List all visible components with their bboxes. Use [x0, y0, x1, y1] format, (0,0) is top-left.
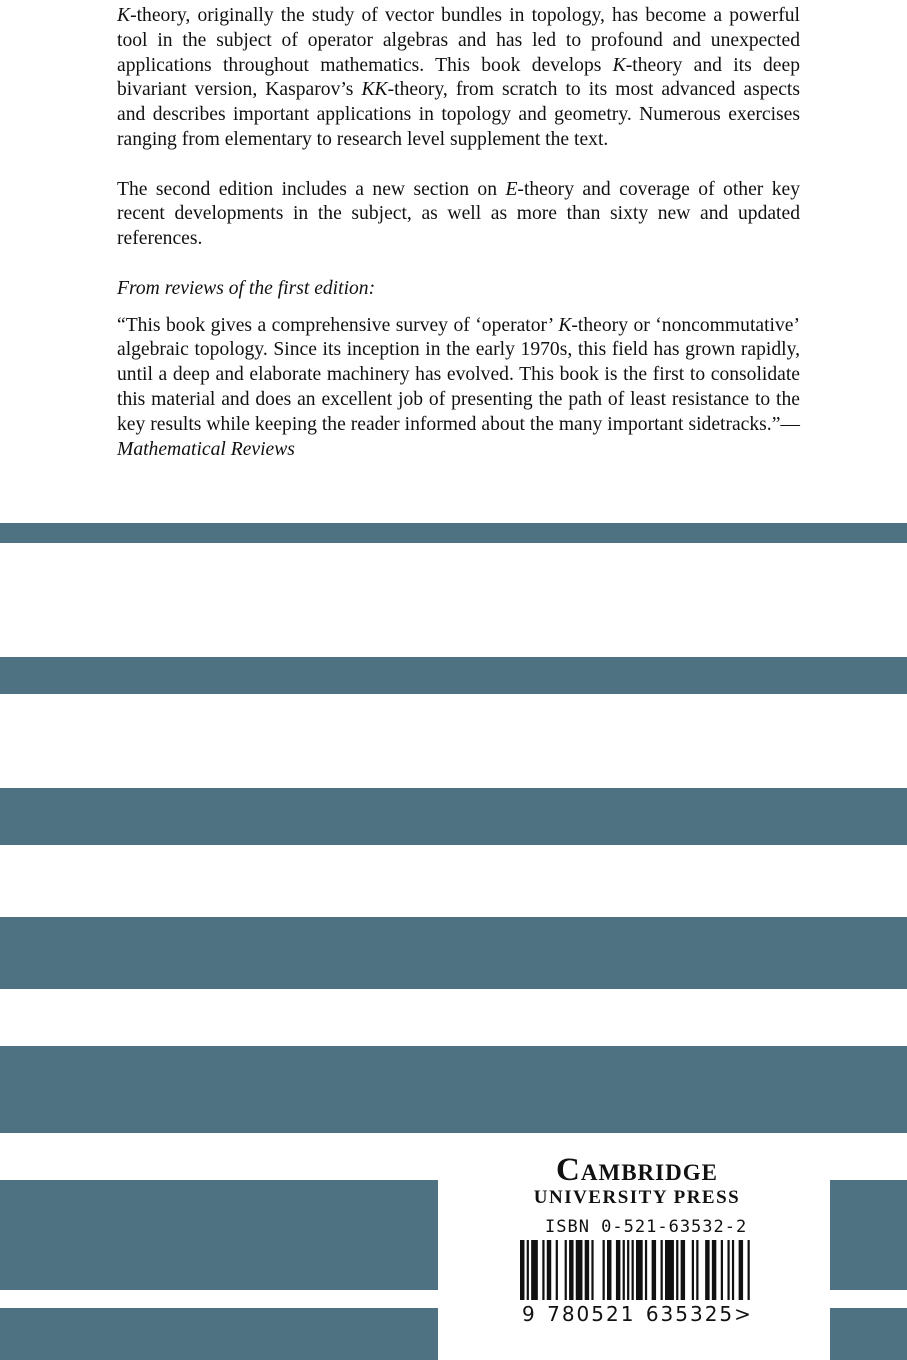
barcode-first-digit: 9 — [522, 1302, 535, 1326]
barcode-right-group: 635325 — [645, 1302, 735, 1326]
stripe-band-3 — [0, 788, 907, 845]
barcode-bar — [692, 1240, 694, 1300]
isbn-label: ISBN 0-521-63532-2 — [545, 1217, 748, 1237]
barcode-bar — [520, 1240, 524, 1300]
barcode-bar — [665, 1240, 674, 1300]
barcode-bar — [645, 1240, 647, 1300]
review-quote: “This book gives a comprehensive survey of ‘operator’ K-theory or ‘noncommutative’ algebraic topology. Since its inception in the early 1970s, this field has grown rapidly, until a deep and elaborate machinery has evolved. This book is the first to consolidate this material and does an excellent job of presenting the path of least resistance to the key results while keeping the reader informed about the many important sidetracks.”—Mathematical Reviews — [117, 314, 800, 460]
stripe-band-7-left — [0, 1308, 438, 1360]
barcode-bar — [721, 1240, 723, 1300]
barcode-bar — [727, 1240, 729, 1300]
barcode-bar — [547, 1240, 551, 1300]
barcode-bar — [676, 1240, 678, 1300]
barcode-bar — [632, 1240, 634, 1300]
stripe-band-2 — [0, 657, 907, 694]
stripe-band-4 — [0, 917, 907, 989]
stripe-band-6-right — [830, 1180, 907, 1290]
stripe-band-5 — [0, 1046, 907, 1133]
barcode-bar — [623, 1240, 625, 1300]
barcode-bar — [681, 1240, 685, 1300]
barcode-bar — [607, 1240, 611, 1300]
stripe-band-6-left — [0, 1180, 438, 1290]
barcode-bar — [527, 1240, 529, 1300]
barcode-bar — [603, 1240, 605, 1300]
barcode — [520, 1240, 752, 1300]
stripe-band-1 — [0, 523, 907, 543]
barcode-bar — [748, 1240, 750, 1300]
publisher-name: Cambridge — [556, 1152, 718, 1188]
barcode-bar — [569, 1240, 573, 1300]
barcode-bar — [712, 1240, 716, 1300]
description-paragraph-2: The second edition includes a new section on E-theory and coverage of other key recent developments in the subject, as well as more than sixty new and updated references. — [117, 178, 801, 250]
barcode-bar — [661, 1240, 663, 1300]
barcode-bar — [739, 1240, 743, 1300]
barcode-bar — [556, 1240, 558, 1300]
barcode-digits — [522, 1302, 751, 1326]
barcode-bar — [732, 1240, 734, 1300]
barcode-bar — [616, 1240, 620, 1300]
barcode-bar — [576, 1240, 583, 1300]
stripe-band-7-right — [830, 1308, 907, 1360]
barcode-bar — [565, 1240, 567, 1300]
barcode-bar — [627, 1240, 629, 1300]
barcode-bar — [636, 1240, 643, 1300]
barcode-left-group: 780521 — [547, 1302, 636, 1326]
barcode-bar — [696, 1240, 698, 1300]
barcode-marker: > — [734, 1302, 751, 1326]
barcode-bar — [705, 1240, 709, 1300]
publisher-subname: UNIVERSITY PRESS — [533, 1187, 741, 1208]
barcode-bar — [542, 1240, 544, 1300]
back-cover-text — [117, 4, 800, 462]
barcode-bar — [591, 1240, 593, 1300]
barcode-bar — [585, 1240, 589, 1300]
reviews-heading: From reviews of the first edition: — [117, 277, 376, 299]
barcode-bar — [652, 1240, 656, 1300]
description-paragraph-1: K-theory, originally the study of vector bundles in topology, has become a powerful tool in the subject of operator algebras and has led to profound and unexpected applications throughout mathematics. This book develops K-theory and its deep bivariant version, Kasparov’s KK-theory, from scratch to its most advanced aspects and describes important applications in topology and geometry. Numerous exercises ranging from elementary to research level supplement the text. — [117, 5, 800, 150]
publisher-logo — [518, 1152, 756, 1209]
barcode-bar — [531, 1240, 538, 1300]
